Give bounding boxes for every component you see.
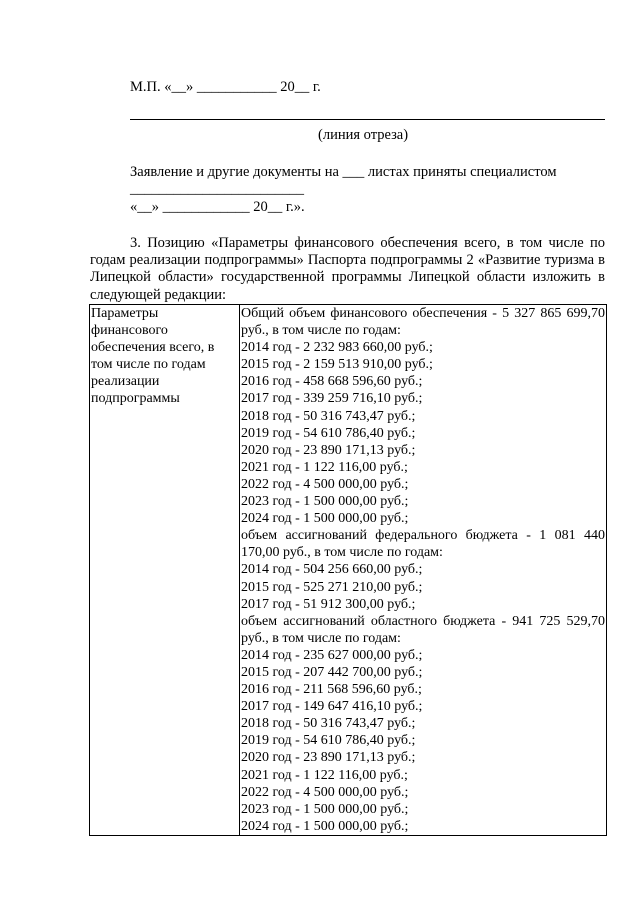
regional-budget-line: объем ассигнований областного бюджета - 941 725 529,70 руб., в том числе по годам: [241, 613, 605, 646]
regional-year-line: 2020 год - 23 890 171,13 руб.; [241, 750, 416, 766]
cut-line [130, 119, 605, 120]
amendment-paragraph [90, 235, 605, 304]
total-year-line: 2020 год - 23 890 171,13 руб.; [241, 442, 416, 458]
table-row [90, 305, 607, 836]
total-year-line: 2019 год - 54 610 786,40 руб.; [241, 425, 416, 441]
total-year-line: 2021 год - 1 122 116,00 руб.; [241, 459, 408, 475]
acceptance-date: «__» ____________ 20__ г.». [130, 199, 305, 215]
parameter-label: Параметры финансового обеспечения всего, в том числе по годам реализации подпрограммы [91, 306, 215, 407]
parameter-label-cell [90, 305, 240, 836]
federal-year-line: 2014 год - 504 256 660,00 руб.; [241, 562, 423, 578]
cut-line-caption: (линия отреза) [318, 127, 409, 143]
total-year-line: 2016 год - 458 668 596,60 руб.; [241, 374, 423, 390]
total-financing-line: Общий объем финансового обеспечения - 5 327 865 699,70 руб., в том числе по годам: [241, 306, 605, 339]
total-year-line: 2022 год - 4 500 000,00 руб.; [241, 476, 409, 492]
total-year-line: 2015 год - 2 159 513 910,00 руб.; [241, 357, 433, 373]
total-year-line: 2018 год - 50 316 743,47 руб.; [241, 408, 416, 424]
regional-year-line: 2019 год - 54 610 786,40 руб.; [241, 733, 416, 749]
regional-year-line: 2016 год - 211 568 596,60 руб.; [241, 682, 422, 698]
specialist-blank: ________________________ [130, 181, 304, 197]
regional-year-line: 2022 год - 4 500 000,00 руб.; [241, 784, 409, 800]
regional-year-line: 2021 год - 1 122 116,00 руб.; [241, 767, 408, 783]
regional-year-line: 2023 год - 1 500 000,00 руб.; [241, 801, 409, 817]
amendment-text: 3. Позицию «Параметры финансового обеспечения всего, в том числе по годам реализации подпрограммы» Паспорта подпрограммы 2 «Развитие туризма в Липецкой области» государственной программы Липецкой области изложить в следующей редакции: [90, 235, 605, 303]
total-year-line: 2017 год - 339 259 716,10 руб.; [241, 391, 423, 407]
regional-year-line: 2015 год - 207 442 700,00 руб.; [241, 664, 423, 680]
total-year-line: 2014 год - 2 232 983 660,00 руб.; [241, 340, 433, 356]
regional-year-line: 2024 год - 1 500 000,00 руб.; [241, 818, 409, 834]
regional-year-line: 2017 год - 149 647 416,10 руб.; [241, 699, 423, 715]
total-year-line: 2024 год - 1 500 000,00 руб.; [241, 511, 409, 527]
federal-budget-line: объем ассигнований федерального бюджета - 1 081 440 170,00 руб., в том числе по годам: [241, 528, 605, 561]
stamp-line: М.П. «__» ___________ 20__ г. [130, 79, 321, 95]
total-year-line: 2023 год - 1 500 000,00 руб.; [241, 494, 409, 510]
financing-table [89, 304, 607, 836]
federal-year-line: 2015 год - 525 271 210,00 руб.; [241, 579, 423, 595]
federal-year-line: 2017 год - 51 912 300,00 руб.; [241, 596, 416, 612]
parameter-values-cell [240, 305, 607, 836]
regional-year-line: 2014 год - 235 627 000,00 руб.; [241, 647, 423, 663]
regional-year-line: 2018 год - 50 316 743,47 руб.; [241, 716, 416, 732]
accepted-line: Заявление и другие документы на ___ листах приняты специалистом [130, 164, 557, 180]
